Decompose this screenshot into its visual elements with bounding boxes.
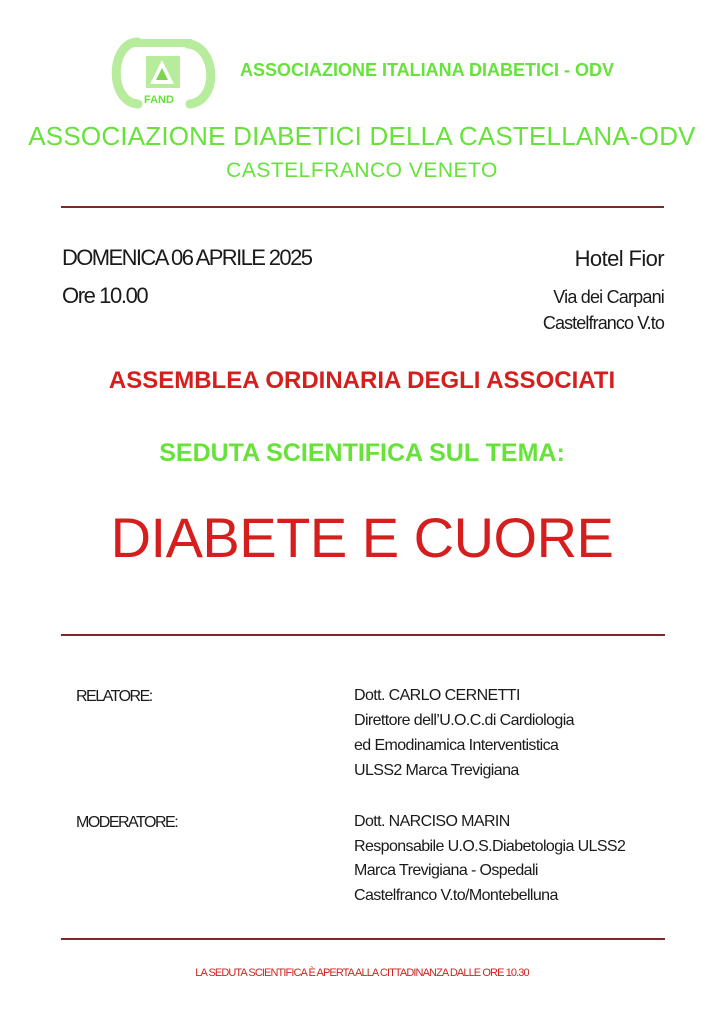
venue-city: Castelfranco V.to xyxy=(542,313,664,333)
relatore-line: Dott. CARLO CERNETTI xyxy=(354,687,520,704)
fand-logo xyxy=(104,36,224,112)
relatore-line: Direttore dell’U.O.C.di Cardiologia xyxy=(354,712,574,729)
association-city: CASTELFRANCO VENETO xyxy=(226,159,498,182)
divider-bottom xyxy=(61,938,665,940)
national-association-title: ASSOCIAZIONE ITALIANA DIABETICI - ODV xyxy=(240,60,615,80)
local-association-title: ASSOCIAZIONE DIABETICI DELLA CASTELLANA-ODV xyxy=(28,121,696,151)
moderatore-line: Castelfranco V.to/Montebelluna xyxy=(354,887,558,904)
relatore-label: RELATORE: xyxy=(76,688,152,705)
moderatore-line: Responsabile U.O.S.Diabetologia ULSS2 xyxy=(354,838,626,855)
moderatore-line: Dott. NARCISO MARIN xyxy=(354,813,510,830)
footer-note: LA SEDUTA SCIENTIFICA È APERTA ALLA CITTADINANZA DALLE ORE 10.30 xyxy=(195,967,529,979)
moderatore-line: Marca Trevigiana - Ospedali xyxy=(354,862,538,879)
assembly-title: ASSEMBLEA ORDINARIA DEGLI ASSOCIATI xyxy=(108,367,616,394)
topic-title: DIABETE E CUORE xyxy=(110,506,614,569)
moderatore-label: MODERATORE: xyxy=(76,814,178,831)
logo-text: FAND xyxy=(144,94,174,106)
seduta-title: SEDUTA SCIENTIFICA SUL TEMA: xyxy=(159,439,565,467)
divider-middle xyxy=(61,634,665,636)
venue-street: Via dei Carpani xyxy=(553,287,664,307)
divider-top xyxy=(61,206,664,208)
event-date: DOMENICA 06 APRILE 2025 xyxy=(62,245,312,270)
relatore-line: ULSS2 Marca Trevigiana xyxy=(354,762,519,779)
venue-name: Hotel Fior xyxy=(574,246,664,271)
relatore-line: ed Emodinamica Interventistica xyxy=(354,737,559,754)
event-time: Ore 10.00 xyxy=(62,283,148,308)
